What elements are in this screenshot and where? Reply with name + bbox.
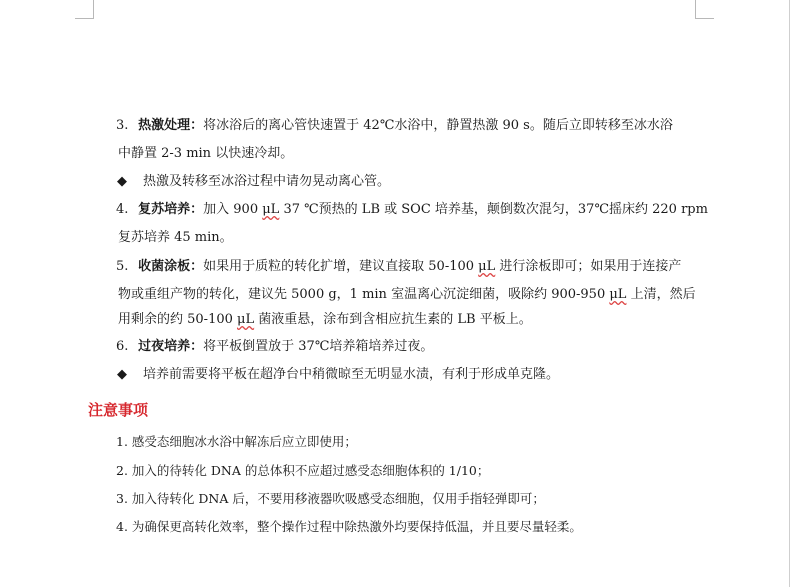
note-item-4: 4. 为确保更高转化效率，整个操作过程中除热激外均要保持低温，并且要尽量轻柔。 bbox=[116, 519, 582, 534]
step-5-text-3a: 用剩余的约 50-100 bbox=[118, 312, 238, 327]
note-item-1: 1. 感受态细胞冰水浴中解冻后应立即使用； bbox=[116, 434, 357, 449]
bullet-icon: ◆ bbox=[117, 174, 127, 189]
step-4-line-1 bbox=[116, 196, 708, 224]
bullet-note-1-text: 热激及转移至冰浴过程中请勿晃动离心管。 bbox=[143, 174, 391, 189]
step-3-text-2: 中静置 2-3 min 以快速冷却。 bbox=[118, 146, 294, 161]
step-5-line-3 bbox=[118, 306, 532, 334]
step-6-title: 过夜培养： bbox=[138, 339, 204, 354]
page-corner-mark-left bbox=[75, 0, 94, 19]
step-5-title: 收菌涂板： bbox=[138, 259, 204, 274]
step-5-text-2a: 物或重组产物的转化，建议先 5000 g，1 min 室温离心沉淀细菌，吸除约 900-950 bbox=[118, 287, 610, 302]
note-item-3: 3. 加入待转化 DNA 后，不要用移液器吹吸感受态细胞，仅用手指轻弹即可； bbox=[116, 491, 545, 506]
step-3-line-2 bbox=[118, 140, 293, 168]
note-item-2: 2. 加入的待转化 DNA 的总体积不应超过感受态细胞体积的 1/10； bbox=[116, 463, 490, 478]
step-4-number: 4. bbox=[116, 202, 129, 217]
step-5-text-3b: 菌液重悬，涂布到含相应抗生素的 LB 平板上。 bbox=[254, 312, 532, 327]
step-6-number: 6. bbox=[116, 339, 129, 354]
bullet-note-2 bbox=[116, 361, 559, 389]
step-6-line-1 bbox=[116, 333, 433, 361]
step-5-text-1a: 如果用于质粒的转化扩增，建议直接取 50-100 bbox=[203, 259, 479, 274]
step-5-line-1 bbox=[116, 253, 681, 281]
bullet-note-1 bbox=[116, 168, 390, 196]
step-3-line-1 bbox=[116, 112, 673, 140]
step-5-text-2b: 上清，然后 bbox=[626, 287, 696, 302]
bullet-note-2-text: 培养前需要将平板在超净台中稍微晾至无明显水渍，有利于形成单克隆。 bbox=[143, 367, 560, 382]
step-4-unit: μL bbox=[262, 202, 280, 217]
step-5-unit-3: μL bbox=[237, 312, 255, 327]
step-4-line-2 bbox=[118, 224, 233, 252]
step-5-number: 5. bbox=[116, 259, 129, 274]
step-3-title: 热激处理： bbox=[138, 118, 204, 133]
step-4-text-1b: 37 ℃预热的 LB 或 SOC 培养基，颠倒数次混匀，37℃摇床约 220 rpm bbox=[279, 202, 708, 217]
step-3-text-1: 将冰浴后的离心管快速置于 42℃水浴中，静置热激 90 s。随后立即转移至冰水浴 bbox=[203, 118, 673, 133]
step-5-line-2 bbox=[118, 281, 696, 309]
step-3-number: 3. bbox=[116, 118, 129, 133]
step-5-unit-2: μL bbox=[609, 287, 627, 302]
bullet-icon: ◆ bbox=[117, 367, 127, 382]
page-edge bbox=[789, 0, 790, 587]
step-5-text-1b: 进行涂板即可；如果用于连接产 bbox=[495, 259, 682, 274]
step-4-text-2: 复苏培养 45 min。 bbox=[118, 230, 233, 245]
step-4-title: 复苏培养： bbox=[138, 202, 204, 217]
step-4-text-1a: 加入 900 bbox=[203, 202, 263, 217]
step-5-unit-1: μL bbox=[478, 259, 496, 274]
step-6-text: 将平板倒置放于 37℃培养箱培养过夜。 bbox=[203, 339, 434, 354]
notes-heading: 注意事项 bbox=[88, 401, 149, 419]
page-corner-mark-right bbox=[695, 0, 714, 19]
